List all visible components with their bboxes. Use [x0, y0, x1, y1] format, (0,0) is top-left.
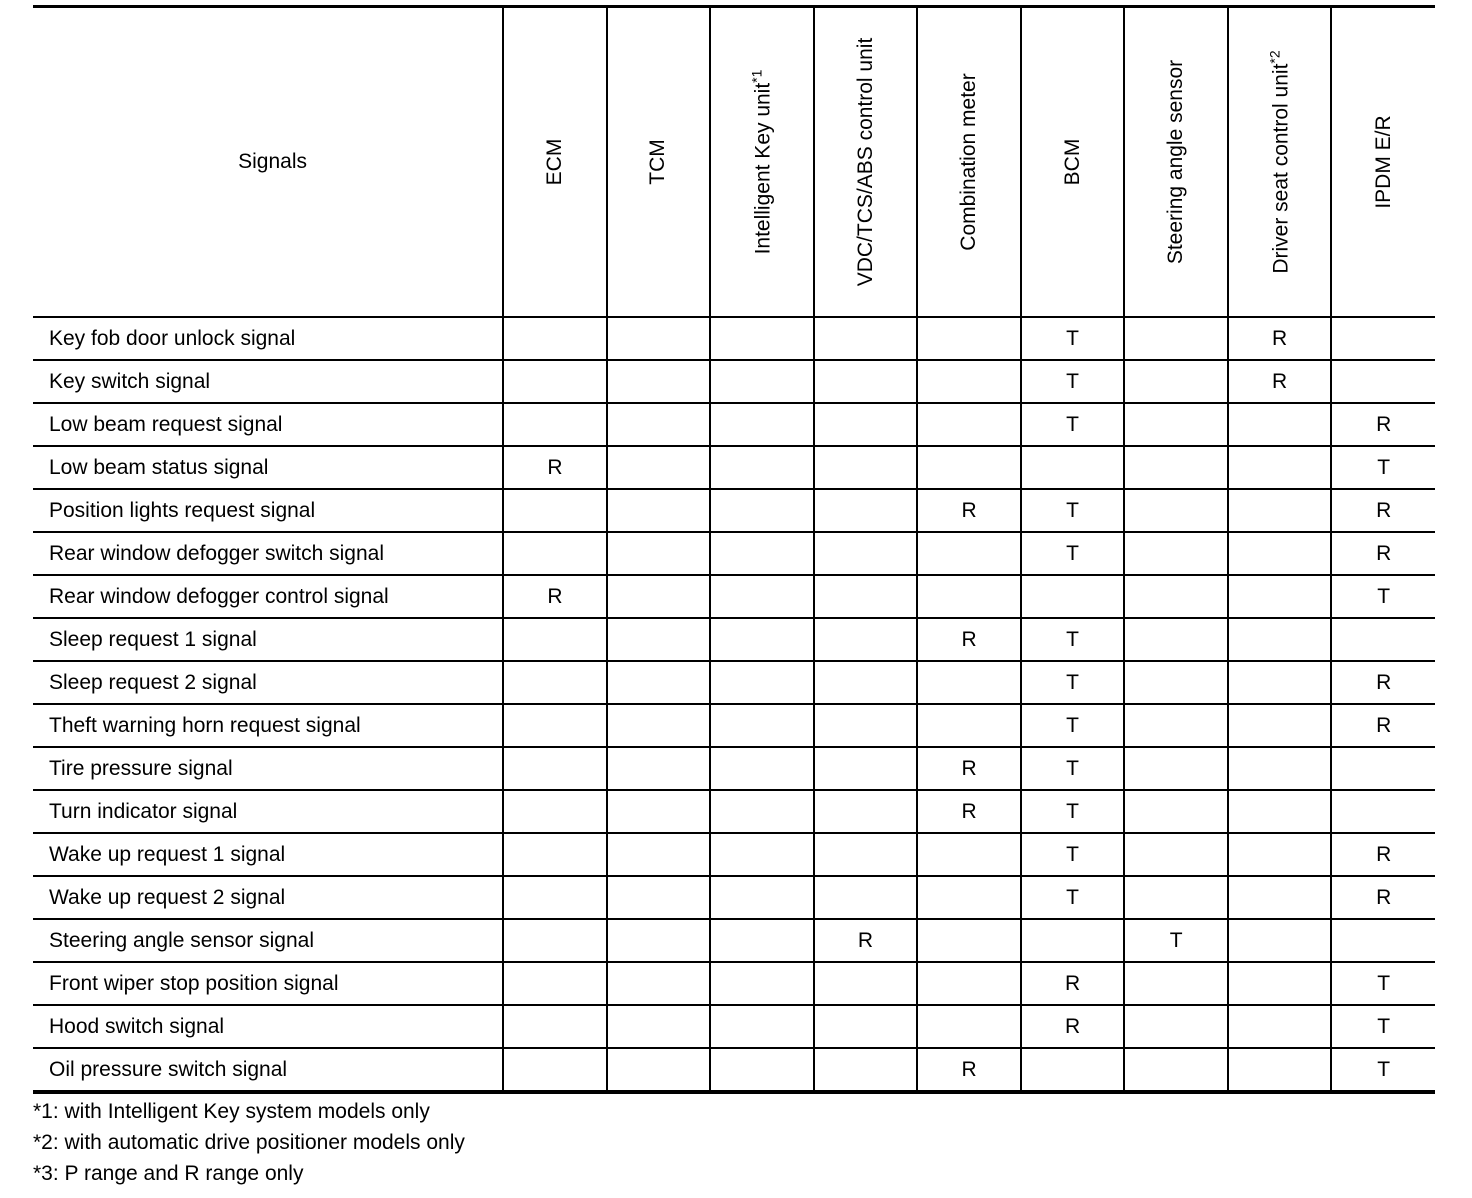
signal-cell — [1228, 489, 1332, 532]
unit-header-ipdm-e-r — [1331, 7, 1435, 318]
signal-cell — [814, 317, 918, 360]
unit-header-steering-angle-sensor — [1124, 7, 1228, 318]
signal-cell — [814, 532, 918, 575]
table-row — [33, 1048, 1435, 1092]
signal-cell — [710, 532, 814, 575]
signal-cell — [503, 532, 607, 575]
signal-cell — [503, 747, 607, 790]
signal-name: Sleep request 2 signal — [33, 661, 503, 704]
signal-cell — [917, 446, 1021, 489]
signal-cell: R — [917, 489, 1021, 532]
unit-header-tcm — [607, 7, 711, 318]
signal-cell — [917, 962, 1021, 1005]
unit-header-label — [646, 139, 670, 185]
signal-cell: R — [1331, 661, 1435, 704]
table-row — [33, 532, 1435, 575]
table-row — [33, 618, 1435, 661]
signal-cell — [710, 790, 814, 833]
signal-cell: R — [503, 446, 607, 489]
footnotes — [33, 1096, 465, 1189]
signal-cell — [503, 704, 607, 747]
footnote: *2: with automatic drive positioner models only — [33, 1131, 465, 1154]
unit-header-bcm — [1021, 7, 1125, 318]
signal-name: Oil pressure switch signal — [33, 1048, 503, 1092]
signal-cell: R — [1331, 532, 1435, 575]
signal-cell — [710, 833, 814, 876]
signal-cell — [814, 489, 918, 532]
signal-cell: R — [503, 575, 607, 618]
signal-cell — [710, 661, 814, 704]
signal-cell — [503, 618, 607, 661]
signal-cell — [1124, 833, 1228, 876]
table-row — [33, 317, 1435, 360]
signal-cell — [710, 962, 814, 1005]
signal-cell — [814, 618, 918, 661]
signal-cell: R — [1331, 403, 1435, 446]
signal-cell: T — [1021, 704, 1125, 747]
signal-cell: R — [814, 919, 918, 962]
signal-cell — [1021, 1048, 1125, 1092]
signal-cell — [814, 446, 918, 489]
footnote: *3: P range and R range only — [33, 1162, 304, 1185]
signal-name: Key fob door unlock signal — [33, 317, 503, 360]
signal-cell — [503, 360, 607, 403]
signal-cell — [503, 1048, 607, 1092]
signal-cell — [1331, 317, 1435, 360]
signal-cell: R — [917, 790, 1021, 833]
unit-header-label — [1164, 60, 1188, 264]
signal-name: Tire pressure signal — [33, 747, 503, 790]
signal-cell — [1124, 489, 1228, 532]
table-row — [33, 446, 1435, 489]
table-row — [33, 704, 1435, 747]
signal-name: Wake up request 1 signal — [33, 833, 503, 876]
signal-cell — [503, 403, 607, 446]
signal-name: Hood switch signal — [33, 1005, 503, 1048]
table-row — [33, 962, 1435, 1005]
unit-header-label — [748, 70, 775, 255]
table-row — [33, 403, 1435, 446]
signal-cell — [503, 661, 607, 704]
signal-cell — [917, 876, 1021, 919]
signal-cell — [1124, 790, 1228, 833]
signal-cell — [607, 489, 711, 532]
signal-cell — [814, 747, 918, 790]
signal-cell — [1228, 575, 1332, 618]
table-row — [33, 489, 1435, 532]
signal-cell: T — [1331, 446, 1435, 489]
signal-cell — [1228, 532, 1332, 575]
unit-header-ecm — [503, 7, 607, 318]
signal-cell: T — [1021, 833, 1125, 876]
signal-cell — [607, 790, 711, 833]
signal-cell — [710, 747, 814, 790]
signal-cell — [1228, 919, 1332, 962]
signal-cell — [607, 532, 711, 575]
signal-cell — [607, 876, 711, 919]
unit-name: Steering angle sensor — [1164, 59, 1188, 265]
table-row — [33, 575, 1435, 618]
table-row — [33, 833, 1435, 876]
signal-cell — [607, 919, 711, 962]
unit-name: IPDM E/R — [1371, 115, 1395, 209]
can-signal-table — [33, 5, 1435, 1094]
unit-name: Combination meter — [957, 73, 981, 251]
unit-header-vdc-tcs-abs-control-unit — [814, 7, 918, 318]
signal-cell — [1124, 704, 1228, 747]
signal-cell — [1124, 876, 1228, 919]
signal-name: Wake up request 2 signal — [33, 876, 503, 919]
signal-cell — [814, 790, 918, 833]
signal-cell: T — [1021, 790, 1125, 833]
signal-cell — [814, 661, 918, 704]
signal-cell — [1228, 962, 1332, 1005]
signal-cell — [1228, 618, 1332, 661]
signal-cell — [1228, 790, 1332, 833]
unit-header-label — [543, 139, 567, 186]
table-row — [33, 1005, 1435, 1048]
signal-cell — [607, 1005, 711, 1048]
table-row — [33, 747, 1435, 790]
table-row — [33, 360, 1435, 403]
unit-header-driver-seat-control-unit — [1228, 7, 1332, 318]
signal-name: Turn indicator signal — [33, 790, 503, 833]
signal-cell: T — [1021, 747, 1125, 790]
signal-cell — [1228, 876, 1332, 919]
table-row — [33, 919, 1435, 962]
signal-cell — [1124, 1048, 1228, 1092]
signal-cell — [607, 618, 711, 661]
signal-cell — [1021, 575, 1125, 618]
signal-cell: R — [1228, 360, 1332, 403]
signal-cell: T — [1331, 962, 1435, 1005]
signal-name: Rear window defogger switch signal — [33, 532, 503, 575]
signal-cell — [710, 446, 814, 489]
signal-cell: T — [1021, 360, 1125, 403]
unit-header-combination-meter — [917, 7, 1021, 318]
signal-cell — [1228, 833, 1332, 876]
signal-cell — [1021, 919, 1125, 962]
signal-cell — [710, 1005, 814, 1048]
signal-cell: R — [1331, 489, 1435, 532]
signal-cell — [710, 360, 814, 403]
signal-name: Position lights request signal — [33, 489, 503, 532]
unit-header-label — [1061, 139, 1085, 186]
signal-cell — [607, 704, 711, 747]
signal-cell: T — [1124, 919, 1228, 962]
signals-header: Signals — [33, 7, 503, 318]
signal-cell — [607, 962, 711, 1005]
signal-name: Steering angle sensor signal — [33, 919, 503, 962]
signal-cell — [1124, 317, 1228, 360]
signal-cell: T — [1021, 489, 1125, 532]
signal-cell — [710, 575, 814, 618]
signal-cell — [503, 790, 607, 833]
signal-cell — [607, 317, 711, 360]
signal-cell — [917, 317, 1021, 360]
signal-cell — [607, 575, 711, 618]
signal-cell: R — [1228, 317, 1332, 360]
signal-cell — [1228, 747, 1332, 790]
unit-header-label — [1266, 50, 1293, 273]
signal-cell — [1124, 661, 1228, 704]
signal-cell — [1331, 360, 1435, 403]
signal-cell — [814, 962, 918, 1005]
signal-cell — [1124, 403, 1228, 446]
signal-cell — [1331, 747, 1435, 790]
footnote-marker: *2 — [1266, 50, 1283, 64]
signal-cell — [503, 1005, 607, 1048]
signal-cell — [814, 575, 918, 618]
signal-cell — [710, 1048, 814, 1092]
signal-cell — [814, 704, 918, 747]
table-body — [33, 317, 1435, 1092]
signal-cell — [1228, 446, 1332, 489]
unit-name: VDC/TCS/ABS control unit — [853, 37, 877, 287]
signal-cell — [1228, 1048, 1332, 1092]
signal-cell — [607, 1048, 711, 1092]
signal-cell — [814, 360, 918, 403]
signal-cell — [1228, 704, 1332, 747]
header-row — [33, 7, 1435, 318]
table-row — [33, 790, 1435, 833]
signal-name: Theft warning horn request signal — [33, 704, 503, 747]
signal-cell: T — [1021, 661, 1125, 704]
signal-cell — [917, 575, 1021, 618]
signal-cell: T — [1331, 1005, 1435, 1048]
signal-cell — [814, 833, 918, 876]
signal-cell — [917, 833, 1021, 876]
signal-cell — [814, 876, 918, 919]
signal-cell — [710, 618, 814, 661]
signal-cell — [1228, 1005, 1332, 1048]
signal-cell — [710, 489, 814, 532]
signal-cell — [917, 403, 1021, 446]
signal-cell: T — [1021, 876, 1125, 919]
signal-cell: R — [917, 618, 1021, 661]
table-row — [33, 876, 1435, 919]
signal-cell — [503, 833, 607, 876]
signal-cell — [917, 704, 1021, 747]
signal-cell: R — [1331, 876, 1435, 919]
signal-cell: R — [1331, 833, 1435, 876]
signal-name: Low beam request signal — [33, 403, 503, 446]
signal-cell — [1124, 747, 1228, 790]
signal-cell — [1124, 446, 1228, 489]
signal-cell — [1124, 532, 1228, 575]
signal-cell — [607, 661, 711, 704]
signal-cell — [710, 704, 814, 747]
signal-cell — [1124, 962, 1228, 1005]
signal-cell — [607, 747, 711, 790]
signal-cell — [917, 1005, 1021, 1048]
signal-cell: T — [1331, 1048, 1435, 1092]
signal-cell — [503, 489, 607, 532]
signal-cell: R — [917, 747, 1021, 790]
signal-name: Sleep request 1 signal — [33, 618, 503, 661]
signal-cell — [1331, 790, 1435, 833]
signal-cell — [917, 532, 1021, 575]
table-row — [33, 661, 1435, 704]
signal-cell: T — [1331, 575, 1435, 618]
signal-cell — [1331, 919, 1435, 962]
signal-cell — [607, 360, 711, 403]
signal-name: Key switch signal — [33, 360, 503, 403]
unit-name: ECM — [542, 138, 566, 186]
footnote: *1: with Intelligent Key system models only — [33, 1100, 430, 1123]
signal-cell — [1124, 575, 1228, 618]
unit-name: Intelligent Key unit — [751, 82, 775, 255]
unit-name: Driver seat control unit — [1269, 63, 1293, 274]
signal-cell — [1331, 618, 1435, 661]
signal-name: Front wiper stop position signal — [33, 962, 503, 1005]
signal-cell — [814, 403, 918, 446]
signal-cell: R — [917, 1048, 1021, 1092]
signal-cell — [814, 1048, 918, 1092]
signal-cell: R — [1331, 704, 1435, 747]
signal-cell — [1124, 360, 1228, 403]
signal-cell — [607, 833, 711, 876]
unit-header-label — [1372, 115, 1396, 208]
signal-cell: R — [1021, 1005, 1125, 1048]
signal-cell — [710, 876, 814, 919]
signal-cell — [1124, 1005, 1228, 1048]
signal-cell — [917, 360, 1021, 403]
signal-cell — [607, 446, 711, 489]
signal-cell — [503, 919, 607, 962]
signal-cell — [503, 876, 607, 919]
unit-name: BCM — [1060, 138, 1084, 186]
signal-cell — [710, 919, 814, 962]
signal-cell — [814, 1005, 918, 1048]
signal-name: Low beam status signal — [33, 446, 503, 489]
unit-header-label — [957, 73, 981, 250]
signal-cell: T — [1021, 403, 1125, 446]
signal-cell: T — [1021, 532, 1125, 575]
signal-cell: T — [1021, 618, 1125, 661]
signal-cell: T — [1021, 317, 1125, 360]
signal-cell — [710, 317, 814, 360]
footnote-marker: *1 — [748, 69, 765, 83]
unit-header-intelligent-key-unit — [710, 7, 814, 318]
signal-cell — [1021, 446, 1125, 489]
signal-cell — [1228, 661, 1332, 704]
signal-cell — [503, 962, 607, 1005]
signal-cell — [917, 919, 1021, 962]
signal-cell — [1228, 403, 1332, 446]
signal-cell: R — [1021, 962, 1125, 1005]
signal-cell — [1124, 618, 1228, 661]
signal-cell — [607, 403, 711, 446]
unit-header-label — [854, 38, 878, 287]
signal-name: Rear window defogger control signal — [33, 575, 503, 618]
signal-cell — [503, 317, 607, 360]
signal-cell — [917, 661, 1021, 704]
unit-name: TCM — [646, 139, 670, 185]
signal-cell — [710, 403, 814, 446]
